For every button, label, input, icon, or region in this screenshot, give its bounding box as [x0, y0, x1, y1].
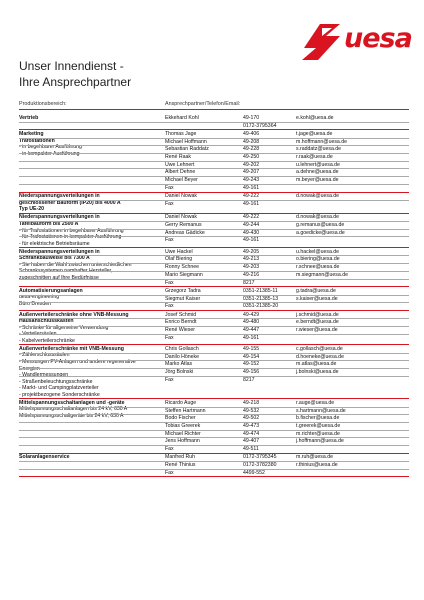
- contact-name: Fax: [165, 237, 174, 244]
- uesa-logo: [300, 22, 410, 62]
- contact-email[interactable]: g.remanus@uesa.de: [296, 222, 345, 229]
- category-title: Trafostationen: [19, 137, 55, 144]
- contact-email[interactable]: u.hackel@uesa.de: [296, 248, 340, 255]
- contact-phone: 49-216: [243, 271, 260, 278]
- contact-email[interactable]: j.bolnski@uesa.de: [296, 368, 339, 375]
- contact-name: Fax: [165, 334, 174, 341]
- contact-line: [19, 162, 409, 170]
- contact-line: [19, 185, 409, 193]
- contact-name: Gerry Remanus: [165, 222, 202, 229]
- contact-phone: 49-205: [243, 248, 260, 255]
- contact-phone: 49-161: [243, 237, 260, 244]
- section-row: [19, 214, 409, 248]
- contact-name: Fax: [165, 200, 174, 207]
- category-title: Niederspannungsverteilungen in geschlossener Bauform (IP20) bis 4000 A Typ UE-20: [19, 193, 121, 213]
- section-row: [19, 346, 409, 399]
- category-detail: - Zählerschlusssäulen: [19, 352, 70, 359]
- contact-line: [19, 400, 409, 408]
- contact-phone: 49-170: [243, 115, 260, 121]
- contact-name: Danilo Höneke: [165, 353, 200, 360]
- contact-phone: 49-202: [243, 161, 260, 168]
- contact-email[interactable]: o.biering@uesa.de: [296, 256, 340, 263]
- contact-email[interactable]: d.nowak@uesa.de: [296, 214, 340, 221]
- category-detail: - Schränke für allgemeine Verwendung: [19, 324, 109, 331]
- contact-email[interactable]: s.kaiser@uesa.de: [296, 295, 338, 302]
- contact-phone: 49-244: [243, 222, 260, 229]
- contact-phone: 49-207: [243, 169, 260, 176]
- category-title: Außenverteilerschränke ohne VNB-Messung: [19, 311, 129, 318]
- contact-line: [19, 139, 409, 147]
- contact-name: René Wieser: [165, 326, 195, 333]
- contact-line: [19, 193, 409, 201]
- contact-name: Ronny Schnee: [165, 264, 200, 271]
- contact-line: [19, 358, 409, 369]
- contact-line: [19, 354, 409, 362]
- contact-email[interactable]: e.kohl@uesa.de: [296, 115, 334, 121]
- section-row: [19, 131, 409, 193]
- section-row: [19, 312, 409, 346]
- contact-email[interactable]: a.goedicke@uesa.de: [296, 229, 345, 236]
- contact-phone: 49-208: [243, 138, 260, 145]
- contact-line: [19, 369, 409, 377]
- category-title: Mittelspannungsschaltanlagen und -geräte: [19, 399, 125, 406]
- contact-phone: 49-250: [243, 154, 260, 161]
- category-detail: - für Trafostationen in kompakter Ausführung: [19, 234, 122, 241]
- contact-line: [19, 280, 409, 288]
- contact-line: [19, 346, 409, 354]
- contact-line: [19, 470, 409, 478]
- contact-name: Ekkehard Kohl: [165, 115, 199, 121]
- contact-phone: 8217: [243, 376, 255, 383]
- contact-phone: 49-228: [243, 146, 260, 153]
- contact-phone: 0351-21385-11: [243, 287, 278, 294]
- contact-name: René Thinius: [165, 462, 196, 469]
- contact-name: Chris Gollasch: [165, 345, 199, 352]
- contact-name: Fax: [165, 445, 174, 452]
- category-detail: - Straßenbeleuchtungsschränke: [19, 378, 93, 385]
- section-row: [19, 288, 409, 311]
- contact-line: [19, 288, 409, 296]
- contact-phone: 49-161: [243, 334, 260, 341]
- contact-name: Jens Hoffmann: [165, 438, 200, 445]
- category-detail: - für Trafostationen in begehbarer Ausführung: [19, 227, 124, 234]
- contact-phone: 0172-3795345: [243, 454, 277, 461]
- contact-email[interactable]: g.tadra@uesa.de: [296, 287, 336, 294]
- category-detail: - für elektrische Betriebsräume: [19, 240, 90, 247]
- contact-line: [19, 237, 409, 245]
- contact-phone: 49-473: [243, 422, 260, 429]
- contact-line: [19, 177, 409, 185]
- contact-line: [19, 169, 409, 177]
- contact-phone: 49-152: [243, 361, 260, 368]
- section-row: [19, 454, 409, 477]
- contact-email[interactable]: m.hoffmann@uesa.de: [296, 138, 348, 145]
- category-title: Niederspannungsverteilungen in Tafelbauform bis 2500 A: [19, 214, 100, 227]
- contact-name: Albert Dehne: [165, 169, 196, 176]
- contact-line: [19, 123, 409, 131]
- category-detail: - Wandlermessungen: [19, 372, 69, 379]
- contact-phone: 49-502: [243, 415, 260, 422]
- contact-email[interactable]: r.raak@uesa.de: [296, 154, 333, 161]
- contact-email[interactable]: b.fischer@uesa.de: [296, 415, 340, 422]
- contact-phone: 49-156: [243, 368, 260, 375]
- contact-phone: 49-447: [243, 326, 260, 333]
- contact-line: [19, 146, 409, 154]
- contact-line: [19, 214, 409, 222]
- contact-phone: 49-406: [243, 130, 260, 137]
- contact-name: Fax: [165, 376, 174, 383]
- category-detail: - in kompakter Ausführung: [19, 150, 80, 157]
- category-detail: - Verteilersäulen: [19, 331, 57, 338]
- contact-name: Uwe Lehnert: [165, 161, 195, 168]
- contact-email[interactable]: t.jage@uesa.de: [296, 130, 333, 137]
- category-title: Vertrieb: [19, 115, 39, 121]
- contact-line: [19, 438, 409, 446]
- contact-line: [19, 154, 409, 162]
- contact-phone: 49-480: [243, 319, 260, 326]
- contact-phone: 49-155: [243, 345, 260, 352]
- contact-phone: 49-532: [243, 407, 260, 414]
- page-title-line-1: Unser Innendienst -: [19, 59, 124, 73]
- category-detail: - Sie haben die Wahl zwischen unterschiedlichen: [19, 261, 132, 268]
- contact-email[interactable]: m.richter@uesa.de: [296, 430, 340, 437]
- contact-line: [19, 201, 409, 209]
- section-row: [19, 115, 409, 130]
- contact-name: Fax: [165, 184, 174, 191]
- contact-phone: 49-474: [243, 430, 260, 437]
- category-detail: - Kabelverteilerschränke: [19, 337, 75, 344]
- contact-name: Uwe Hackel: [165, 248, 193, 255]
- section-row: [19, 193, 409, 214]
- contact-line: [19, 408, 409, 416]
- contact-phone: 49-407: [243, 438, 260, 445]
- category-title: Solaranlagenservice: [19, 454, 70, 461]
- contact-line: [19, 300, 409, 311]
- contact-name: Thomas Jage: [165, 130, 197, 137]
- contact-name: Grzegorz Tadra: [165, 287, 201, 294]
- contact-line: [19, 423, 409, 431]
- contact-name: Andreas Gädicke: [165, 229, 205, 236]
- contact-phone: 49-154: [243, 353, 260, 360]
- contact-name: Michael Beyer: [165, 177, 198, 184]
- contact-line: [19, 249, 409, 257]
- uesa-logo-mark-icon: [300, 22, 344, 62]
- contact-phone: 49-218: [243, 399, 260, 406]
- page-title: [19, 58, 131, 90]
- contact-email[interactable]: t.greerek@uesa.de: [296, 422, 341, 429]
- category-detail: Mittelspannungsschaltgeräte bis 24 kV, 630 A: [19, 412, 124, 419]
- contact-name: Josef Schmid: [165, 311, 197, 318]
- contact-email[interactable]: c.gollasch@uesa.de: [296, 345, 343, 352]
- category-detail: - Markt- und Campingplatzverteiler: [19, 385, 99, 392]
- contact-line: [19, 312, 409, 320]
- contact-name: Daniel Nowak: [165, 193, 198, 200]
- header-divider: [19, 109, 409, 110]
- contact-line: [19, 272, 409, 280]
- contact-phone: 49-430: [243, 229, 260, 236]
- contact-line: [19, 431, 409, 439]
- contact-email[interactable]: s.hartmann@uesa.de: [296, 407, 346, 414]
- contact-line: [19, 446, 409, 454]
- contact-phone: 49-222: [243, 193, 260, 200]
- contact-name: Fax: [165, 469, 174, 476]
- category-title: Außenverteilerschränke mit VNB-Messung: [19, 345, 124, 352]
- contact-phone: 0351-21385-13: [243, 295, 279, 302]
- contact-email[interactable]: r.schnee@uesa.de: [296, 264, 340, 271]
- contact-line: [19, 296, 409, 304]
- contact-name: Jörg Bolnski: [165, 368, 194, 375]
- contact-name: Mario Siegmann: [165, 271, 203, 278]
- category-title: Marketing: [19, 130, 44, 137]
- contact-phone: 0172-3795364: [243, 122, 277, 129]
- contact-name: Olaf Biering: [165, 256, 193, 263]
- contact-email[interactable]: r.auge@uesa.de: [296, 399, 335, 406]
- category-detail: - in begehbarer Ausführung: [19, 144, 82, 151]
- page-title-line-2: Ihre Ansprechpartner: [19, 75, 132, 89]
- contact-name: Marko Atlas: [165, 361, 193, 368]
- contact-email[interactable]: e.berndt@uesa.de: [296, 319, 339, 326]
- contact-line: [19, 324, 409, 335]
- contact-email[interactable]: d.nowak@uesa.de: [296, 193, 340, 200]
- contact-name: René Raak: [165, 154, 191, 161]
- uesa-logo-text: uesa: [344, 23, 412, 54]
- category-detail: Büro Dresden: [19, 300, 52, 307]
- contact-phone: 0172-3782380: [243, 462, 277, 469]
- contact-name: Tobias Greerek: [165, 422, 201, 429]
- contact-line: [19, 462, 409, 470]
- contact-line: [19, 335, 409, 343]
- contact-email[interactable]: m.beyer@uesa.de: [296, 177, 339, 184]
- contact-phone: 49-243: [243, 177, 260, 184]
- contact-phone: 0351-21385-20: [243, 303, 279, 310]
- contact-email[interactable]: u.lehnert@uesa.de: [296, 161, 340, 168]
- category-detail: - projektbezogene Sonderschränke: [19, 391, 100, 398]
- contact-name: Steffen Hartmann: [165, 407, 206, 414]
- contact-line: [19, 454, 409, 462]
- header-contact: Ansprechpartner/Telefon/Email:: [165, 101, 241, 107]
- contact-line: [19, 256, 409, 264]
- contact-line: [19, 222, 409, 230]
- contact-email[interactable]: r.thinius@uesa.de: [296, 462, 338, 469]
- contact-email[interactable]: j.hoffmann@uesa.de: [296, 438, 344, 445]
- contact-phone: 49-213: [243, 256, 260, 263]
- contact-phone: 4499-552: [243, 469, 265, 476]
- category-title: Niederspannungsverteilungen in Schrankbauweise bis 7300 A: [19, 248, 100, 262]
- contact-name: Michael Hoffmann: [165, 138, 207, 145]
- contact-name: Fax: [165, 303, 174, 310]
- contact-phone: 49-161: [243, 184, 260, 191]
- contact-email[interactable]: j.schmid@uesa.de: [296, 311, 339, 318]
- contact-email[interactable]: s.raddatz@uesa.de: [296, 146, 342, 153]
- contact-name: Bodo Fischer: [165, 415, 196, 422]
- contact-name: Ricardo Auge: [165, 399, 197, 406]
- contact-phone: 49-203: [243, 264, 260, 271]
- contact-line: [19, 377, 409, 385]
- contact-line: [19, 412, 409, 423]
- section-row: [19, 249, 409, 288]
- contact-phone: 49-222: [243, 214, 260, 221]
- contact-email[interactable]: a.dehne@uesa.de: [296, 169, 339, 176]
- contact-line: [19, 115, 409, 123]
- contact-email[interactable]: r.wieser@uesa.de: [296, 326, 338, 333]
- contact-name: Daniel Nowak: [165, 214, 198, 221]
- category-detail: uesa-engineering: [19, 294, 60, 301]
- contact-phone: 49-511: [243, 445, 259, 452]
- header-area: Produktionsbereich:: [19, 101, 67, 107]
- contact-phone: 49-161: [243, 200, 260, 207]
- contact-name: Michael Richter: [165, 430, 201, 437]
- contact-line: [19, 261, 409, 272]
- category-detail: Mittelspannungsschaltanlagen bis 24 kV, 630 A: [19, 406, 128, 413]
- contact-name: Enrico Berndt: [165, 319, 197, 326]
- contact-table: [19, 115, 409, 478]
- section-row: [19, 400, 409, 454]
- contact-name: Manfred Ruh: [165, 454, 195, 461]
- contact-name: Siegmut Kaiser: [165, 295, 201, 302]
- contact-phone: 49-429: [243, 311, 260, 318]
- contact-line: [19, 227, 409, 238]
- category-detail: zugeschnitten auf Ihre Bedürfnisse: [19, 274, 99, 281]
- category-title: Automatisierungsanlagen: [19, 287, 83, 294]
- contact-name: Fax: [165, 279, 174, 286]
- category-detail: - Messungen PV-Anlagen und andere regenerative: [19, 358, 136, 365]
- contact-email[interactable]: m.siegmann@uesa.de: [296, 271, 348, 278]
- contact-email[interactable]: m.ruh@uesa.de: [296, 454, 333, 461]
- category-detail: Energien: [19, 365, 40, 372]
- contact-phone: 8217: [243, 279, 255, 286]
- contact-email[interactable]: m.atlas@uesa.de: [296, 361, 337, 368]
- category-title: Hausanschlusskästen: [19, 318, 74, 325]
- category-detail: Schrankssystemen namhafter Hersteller,: [19, 268, 113, 275]
- contact-line: [19, 131, 409, 139]
- contact-name: Sebastian Raddatz: [165, 146, 209, 153]
- contact-email[interactable]: d.hoeneke@uesa.de: [296, 353, 344, 360]
- contact-line: [19, 319, 409, 327]
